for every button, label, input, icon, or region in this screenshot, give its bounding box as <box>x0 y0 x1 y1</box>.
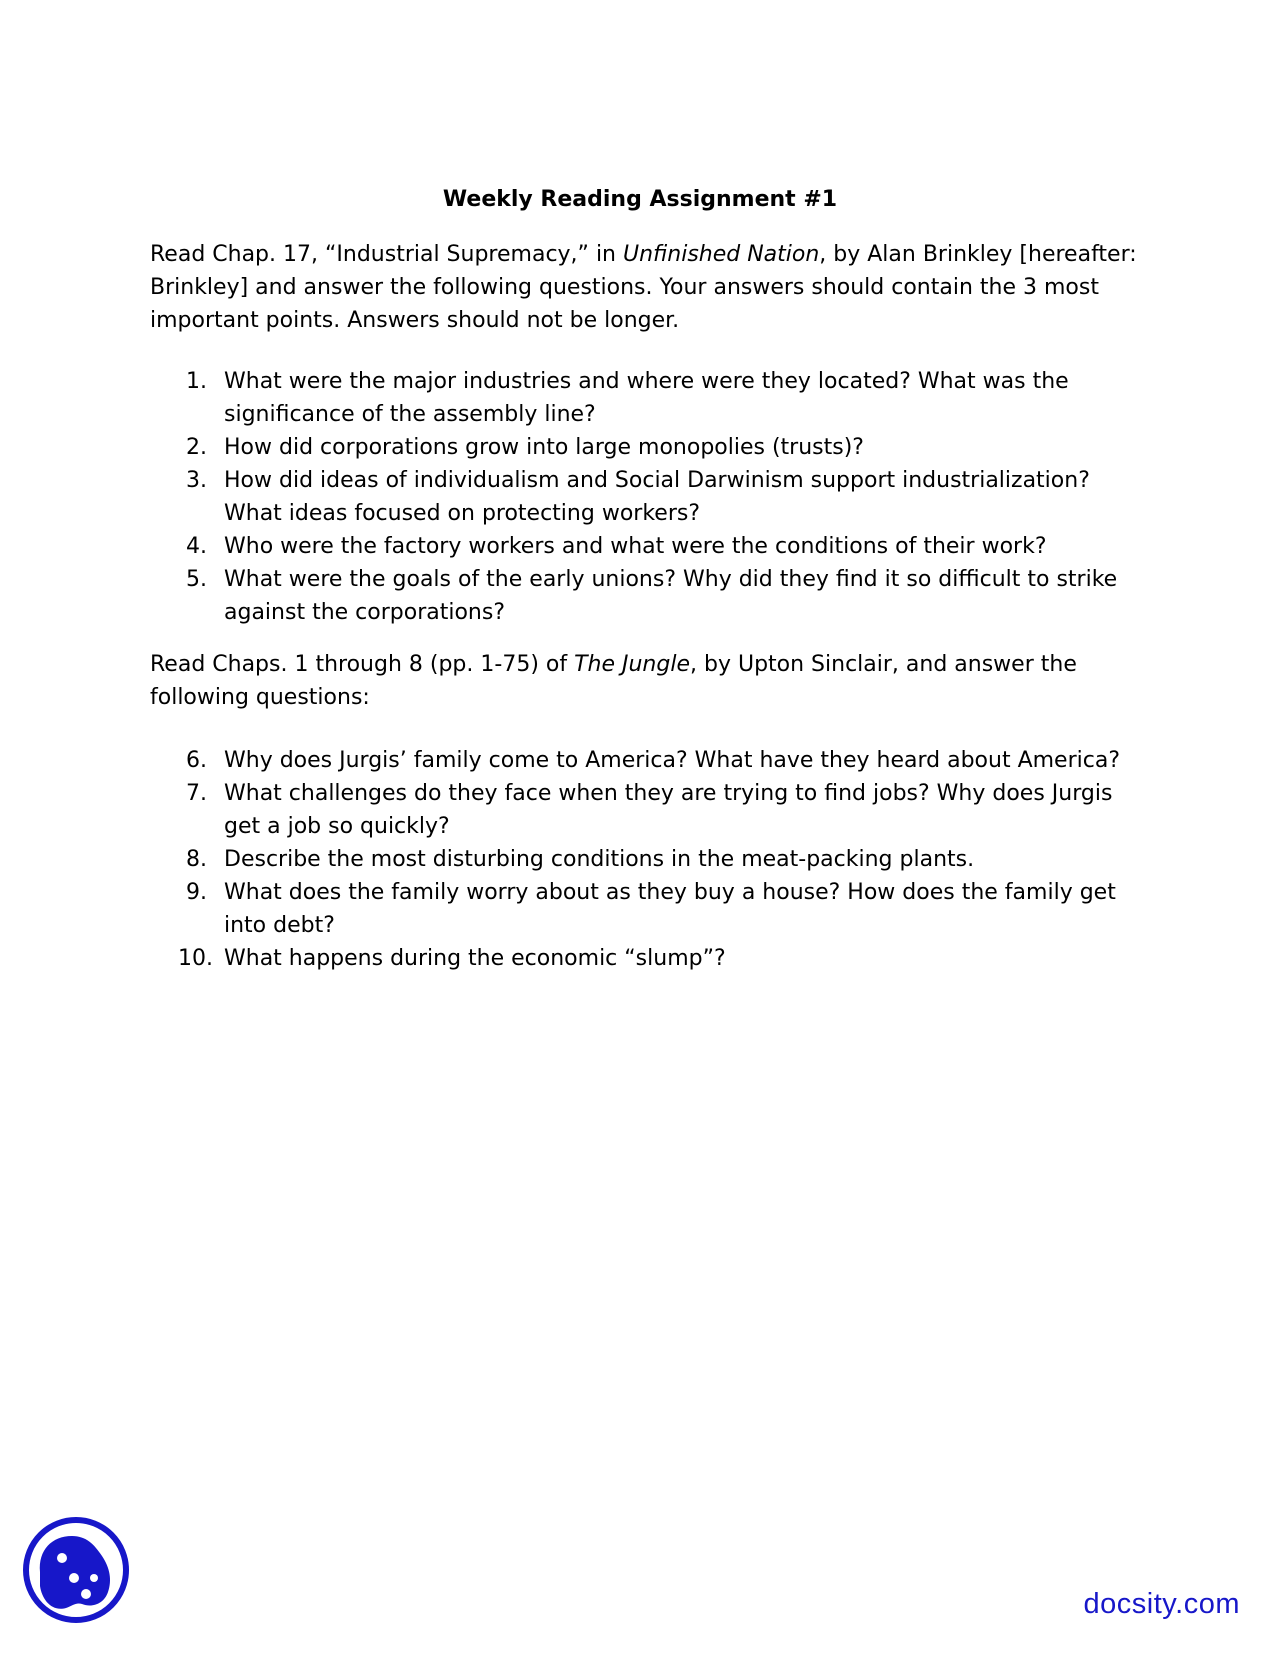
question-text: Why does Jurgis’ family come to America? What have they heard about America? <box>224 748 1121 773</box>
question-list-1 <box>150 365 1140 629</box>
question-text: What were the major industries and where were they located? What was the significance of the assembly line? <box>224 369 1069 427</box>
docsity-logo-icon[interactable] <box>22 1516 130 1624</box>
intro-2-post: , by Upton Sinclair, and answer the following questions: <box>150 652 1077 710</box>
list-item <box>150 563 1140 629</box>
question-text: Who were the factory workers and what were the conditions of their work? <box>224 534 1047 559</box>
question-text: What were the goals of the early unions? Why did they find it so difficult to strike against the corporations? <box>224 567 1118 625</box>
question-text: How did ideas of individualism and Social Darwinism support industrialization? What ideas focused on protecting workers? <box>224 468 1090 526</box>
docsity-logo-icon-svg <box>22 1516 130 1624</box>
question-number: 4. <box>186 534 207 559</box>
question-number: 2. <box>186 435 207 460</box>
intro-1-book: Unfinished Nation <box>623 242 820 267</box>
intro-paragraph-1 <box>150 238 1140 337</box>
intro-1-pre: Read Chap. 17, “Industrial Supremacy,” in <box>150 242 623 267</box>
list-item <box>150 744 1140 777</box>
question-number: 5. <box>186 567 207 592</box>
question-number: 10. <box>178 946 213 971</box>
question-number: 8. <box>186 847 207 872</box>
question-text: What happens during the economic “slump”? <box>224 946 726 971</box>
question-text: Describe the most disturbing conditions in the meat-packing plants. <box>224 847 975 872</box>
list-item <box>150 530 1140 563</box>
question-number: 3. <box>186 468 207 493</box>
intro-1-post: , by Alan Brinkley [hereafter: Brinkley] and answer the following questions. Your answers should contain the 3 most important points. Answers should not be longer. <box>150 242 1137 333</box>
question-text: What does the family worry about as they buy a house? How does the family get into debt? <box>224 880 1116 938</box>
list-item <box>150 942 1140 975</box>
list-item <box>150 431 1140 464</box>
question-text: How did corporations grow into large monopolies (trusts)? <box>224 435 864 460</box>
intro-2-pre: Read Chaps. 1 through 8 (pp. 1-75) of <box>150 652 575 677</box>
list-item <box>150 843 1140 876</box>
list-item <box>150 876 1140 942</box>
question-list-2 <box>150 744 1140 975</box>
question-text: What challenges do they face when they are trying to find jobs? Why does Jurgis get a job so quickly? <box>224 781 1113 839</box>
list-item <box>150 365 1140 431</box>
list-item <box>150 777 1140 843</box>
question-number: 6. <box>186 748 207 773</box>
docsity-link[interactable]: docsity.com <box>1083 1588 1240 1620</box>
list-item <box>150 464 1140 530</box>
intro-paragraph-2 <box>150 648 1140 714</box>
question-number: 1. <box>186 369 207 394</box>
intro-2-book: The Jungle <box>574 652 690 677</box>
page-title: Weekly Reading Assignment #1 <box>442 187 838 212</box>
question-number: 9. <box>186 880 207 905</box>
question-number: 7. <box>186 781 207 806</box>
